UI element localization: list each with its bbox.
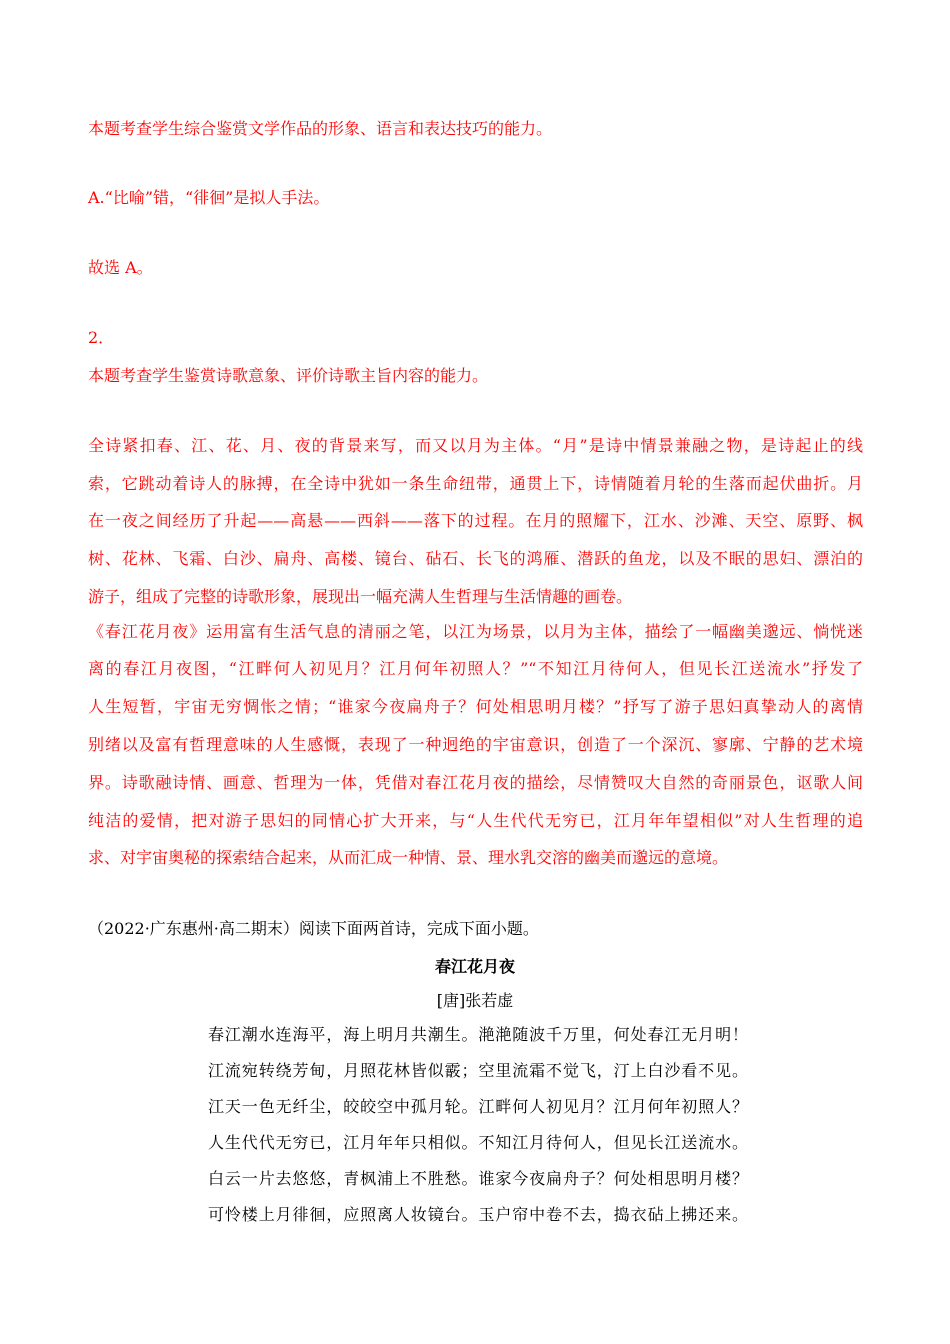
answer1-conclusion: 故选 A。 bbox=[88, 258, 153, 277]
poem-line: 江流宛转绕芳甸，月照花林皆似霰；空里流霜不觉飞，汀上白沙看不见。 bbox=[208, 1061, 748, 1080]
para1-line: 索，它跳动着诗人的脉搏，在全诗中犹如一条生命纽带，通贯上下，诗情随着月轮的生落而起伏曲折。月 bbox=[88, 474, 863, 493]
answer2-number: 2． bbox=[88, 328, 115, 347]
para2-line: 离的春江月夜图，“江畔何人初见月？江月何年初照人？”“不知江月待何人，但见长江送流水”抒发了 bbox=[88, 659, 863, 678]
para1-line: 全诗紧扣春、江、花、月、夜的背景来写，而又以月为主体。“月”是诗中情景兼融之物，是诗起止的线 bbox=[88, 436, 863, 455]
poem-line: 人生代代无穷已，江月年年只相似。不知江月待何人，但见长江送流水。 bbox=[208, 1133, 748, 1152]
para2-line: 纯洁的爱情，把对游子思妇的同情心扩大开来，与“人生代代无穷已，江月年年望相似”对人生哲理的追 bbox=[88, 811, 863, 830]
para2-line: 《春江花月夜》运用富有生活气息的清丽之笔，以江为场景，以月为主体，描绘了一幅幽美邈远、惝恍迷 bbox=[88, 622, 863, 641]
para2-line: 求、对宇宙奥秘的探索结合起来，从而汇成一种情、景、理水乳交溶的幽美而邈远的意境。 bbox=[88, 848, 729, 867]
poem-line: 白云一片去悠悠，青枫浦上不胜愁。谁家今夜扁舟子？何处相思明月楼？ bbox=[208, 1169, 748, 1188]
poem-line: 可怜楼上月徘徊，应照离人妆镜台。玉户帘中卷不去，捣衣砧上拂还来。 bbox=[208, 1205, 748, 1224]
poem-title: 春江花月夜 bbox=[434, 957, 515, 976]
poem-author: [唐]张若虚 bbox=[436, 991, 514, 1010]
answer2-intro: 本题考查学生鉴赏诗歌意象、评价诗歌主旨内容的能力。 bbox=[88, 366, 489, 385]
answer1-intro: 本题考查学生综合鉴赏文学作品的形象、语言和表达技巧的能力。 bbox=[88, 119, 553, 138]
para1-line: 在一夜之间经历了升起——高悬——西斜——落下的过程。在月的照耀下，江水、沙滩、天空、原野、枫 bbox=[88, 511, 863, 530]
para2-line: 人生短暂，宇宙无穷惆怅之情；“谁家今夜扁舟子？何处相思明月楼？”抒写了游子思妇真挚动人的离情 bbox=[88, 697, 863, 716]
poem-line: 江天一色无纤尘，皎皎空中孤月轮。江畔何人初见月？江月何年初照人？ bbox=[208, 1097, 748, 1116]
para2-line: 别绪以及富有哲理意味的人生感慨，表现了一种迥绝的宇宙意识，创造了一个深沉、寥廓、宁静的艺术境 bbox=[88, 735, 863, 754]
para1-line: 游子，组成了完整的诗歌形象，展现出一幅充满人生哲理与生活情趣的画卷。 bbox=[88, 587, 633, 606]
para2-line: 界。诗歌融诗情、画意、哲理为一体，凭借对春江花月夜的描绘，尽情赞叹大自然的奇丽景色，讴歌人间 bbox=[88, 773, 863, 792]
question-source: （2022·广东惠州·高二期末）阅读下面两首诗，完成下面小题。 bbox=[88, 919, 539, 938]
answer1-analysis: A.“比喻”错，“徘徊”是拟人手法。 bbox=[88, 188, 330, 207]
poem-line: 春江潮水连海平，海上明月共潮生。滟滟随波千万里，何处春江无月明！ bbox=[208, 1025, 748, 1044]
para1-line: 树、花林、飞霜、白沙、扁舟、高楼、镜台、砧石、长飞的鸿雁、潜跃的鱼龙，以及不眠的思妇、漂泊的 bbox=[88, 549, 863, 568]
